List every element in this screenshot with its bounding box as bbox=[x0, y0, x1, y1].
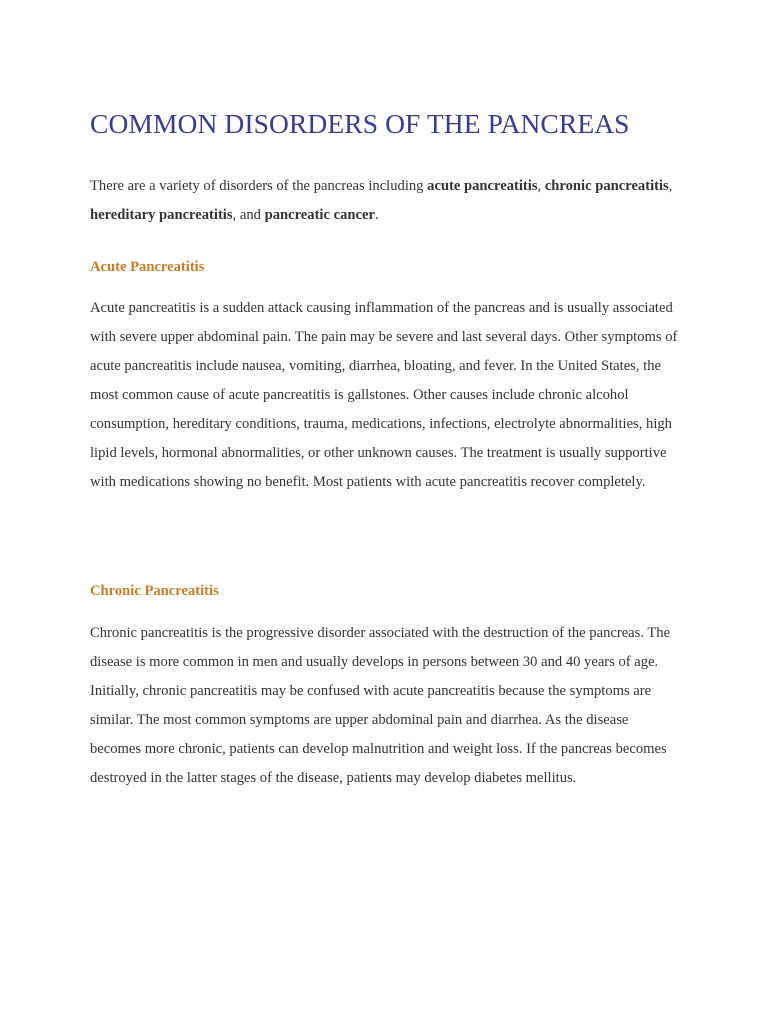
term-pancreatic-cancer: pancreatic cancer bbox=[264, 207, 375, 223]
intro-prefix: There are a variety of disorders of the pancreas including bbox=[90, 178, 428, 194]
intro-paragraph bbox=[90, 172, 680, 230]
section-body-acute-pancreatitis: Acute pancreatitis is a sudden attack causing inflammation of the pancreas and is usually associated with severe upper abdominal pain. The pain may be severe and last several days. Other symptoms of acute pancreatitis include nausea, vomiting, diarrhea, bloating, and fever. In the United States, the most common cause of acute pancreatitis is gallstones. Other causes include chronic alcohol consumption, hereditary conditions, trauma, medications, infections, electrolyte abnormalities, high lipid levels, hormonal abnormalities, or other unknown causes. The treatment is usually supportive with medications showing no benefit. Most patients with acute pancreatitis recover completely. bbox=[90, 300, 678, 490]
term-acute-pancreatitis: acute pancreatitis bbox=[427, 178, 538, 194]
term-chronic-pancreatitis: chronic pancreatitis bbox=[544, 178, 669, 194]
intro-separator: , bbox=[537, 178, 545, 194]
section-heading-acute-pancreatitis: Acute Pancreatitis bbox=[90, 259, 205, 275]
section-body-chronic-pancreatitis: Chronic pancreatitis is the progressive disorder associated with the destruction of the pancreas. The disease is more common in men and usually develops in persons between 30 and 40 years of age. Initially, chronic pancreatitis may be confused with acute pancreatitis because the symptoms are similar. The most common symptoms are upper abdominal pain and diarrhea. As the disease becomes more chronic, patients can develop malnutrition and weight loss. If the pancreas becomes destroyed in the latter stages of the disease, patients may develop diabetes mellitus. bbox=[90, 625, 671, 786]
intro-separator: , and bbox=[232, 207, 265, 223]
intro-separator: , bbox=[668, 178, 673, 194]
term-hereditary-pancreatitis: hereditary pancreatitis bbox=[90, 207, 233, 223]
section-heading-chronic-pancreatitis: Chronic Pancreatitis bbox=[90, 583, 219, 599]
intro-suffix: . bbox=[374, 207, 379, 223]
page-title: COMMON DISORDERS OF THE PANCREAS bbox=[90, 108, 630, 139]
